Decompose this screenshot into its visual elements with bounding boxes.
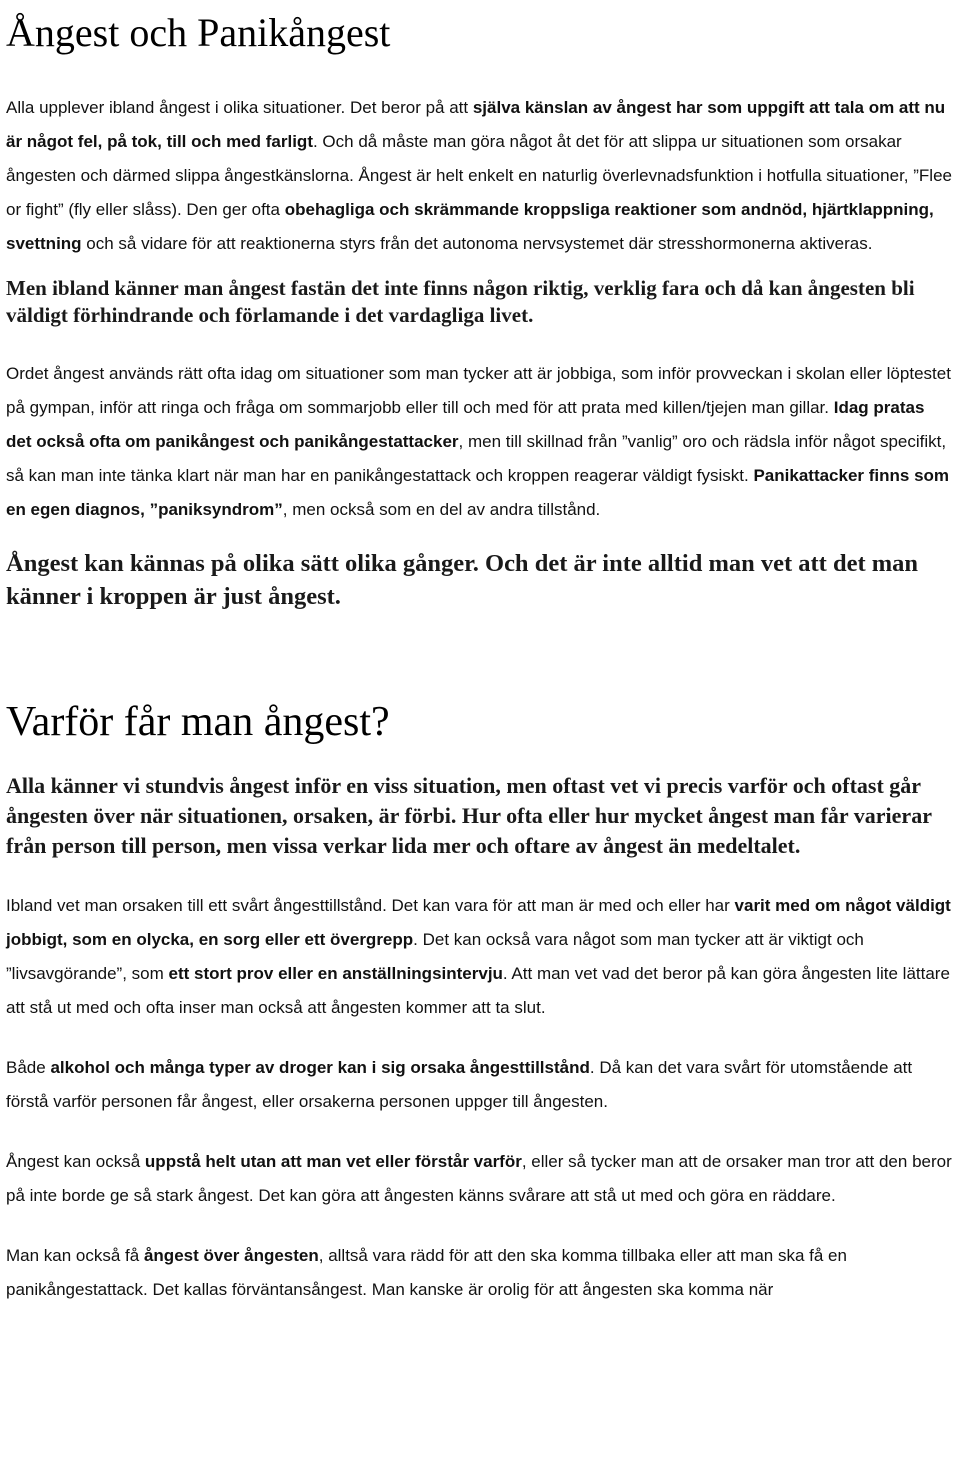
lead-paragraph: Alla känner vi stundvis ångest inför en viss situation, men oftast vet vi precis varför och oftast går ångesten över när situationen, orsaken, är förbi. Hur ofta eller hur mycket ångest man får varierar från person till person, men vissa verkar lida mer och oftare av ångest än medeltalet. [6, 773, 932, 858]
body-text: . Det kan också vara något som man tycker att är viktigt och ”livsavgörande”, som [6, 930, 864, 983]
body-text: , alltså vara rädd för att den ska komma tillbaka eller att man ska få en panikångestattack. Det kallas förväntansångest. Man kanske är orolig för att ångesten ska komma när [6, 1246, 847, 1299]
word-usage-paragraph [6, 357, 954, 527]
emphasis-text: Panikattacker finns som en egen diagnos, ”paniksyndrom” [6, 466, 950, 519]
section-heading: Varför får man ångest? [6, 699, 390, 745]
body-text: Alla upplever ibland ångest i olika situationer. Det beror på att [6, 98, 473, 117]
body-text: Både [6, 1058, 51, 1077]
emphasis-text: Idag pratas det också ofta om panikångest och panikångestattacker [6, 398, 925, 451]
emphasis-text: uppstå helt utan att man vet eller förstår varför [144, 1152, 522, 1171]
lead-paragraph: Ångest kan kännas på olika sätt olika gånger. Och det är inte alltid man vet att det man känner i kroppen är just ångest. [6, 550, 919, 610]
body-text: . Och då måste man göra något åt det för att slippa ur situationen som orsakar ångesten och därmed slippa ångestkänslorna. Ångest är helt enkelt en naturlig överlevnadsfunktion i hotfulla situationer, ”Flee or fight” (fly eller slåss). Den ger ofta [6, 132, 952, 219]
body-text: , eller så tycker man att de orsaker man tror att den beror på inte borde ge så stark ångest. Det kan göra att ångesten känns svårare att stå ut med och göra en räddare. [6, 1152, 952, 1205]
body-text: , men till skillnad från ”vanlig” oro och rädsla inför något specifikt, så kan man inte tänka klart när man har en panikångestattack och kroppen reagerar väldigt fysiskt. [6, 432, 947, 485]
body-text: Ordet ångest används rätt ofta idag om situationer som man tycker att är jobbiga, som inför provveckan i skolan eller löptestet på gympan, inför att ringa och fråga om sommarjobb eller till och med för att prata med killen/tjejen man gillar. [6, 364, 951, 417]
anticipatory-anxiety-paragraph [6, 1239, 954, 1307]
body-text: . Att man vet vad det beror på kan göra ångesten lite lättare att stå ut med och ofta inser man också att ångesten kommer att ta slut. [6, 964, 950, 1017]
emphasis-text: ångest över ångesten [143, 1246, 319, 1265]
page-title: Ångest och Panikångest [6, 10, 391, 55]
substances-paragraph [6, 1051, 954, 1119]
causes-paragraph [6, 889, 954, 1025]
body-text: och så vidare för att reaktionerna styrs från det autonoma nervsystemet där stresshormonerna aktiveras. [81, 234, 873, 253]
unknown-cause-paragraph [6, 1145, 954, 1213]
lead-paragraph: Men ibland känner man ångest fastän det inte finns någon riktig, verklig fara och då kan ångesten bli väldigt förhindrande och förlamande i det vardagliga livet. [6, 276, 915, 327]
emphasis-text: obehagliga och skrämmande kroppsliga reaktioner som andnöd, hjärtklappning, svettning [6, 200, 934, 253]
emphasis-text: varit med om något väldigt jobbigt, som en olycka, en sorg eller ett övergrepp [6, 896, 951, 949]
body-text: Man kan också få [6, 1246, 144, 1265]
intro-paragraph [6, 91, 954, 261]
emphasis-text: själva känslan av ångest har som uppgift att tala om att nu är något fel, på tok, till och med farligt [6, 98, 946, 151]
emphasis-text: alkohol och många typer av droger kan i sig orsaka ångesttillstånd [50, 1058, 590, 1077]
body-text: Ångest kan också [6, 1152, 145, 1171]
body-text: . Då kan det vara svårt för utomstående att förstå varför personen får ångest, eller orsakerna personen uppger till ångesten. [6, 1058, 913, 1111]
body-text: Ibland vet man orsaken till ett svårt ångesttillstånd. Det kan vara för att man är med och eller har [6, 896, 735, 915]
emphasis-text: ett stort prov eller en anställningsintervju [168, 964, 503, 983]
body-text: , men också som en del av andra tillstånd. [282, 500, 601, 519]
document-page [6, 0, 954, 1307]
